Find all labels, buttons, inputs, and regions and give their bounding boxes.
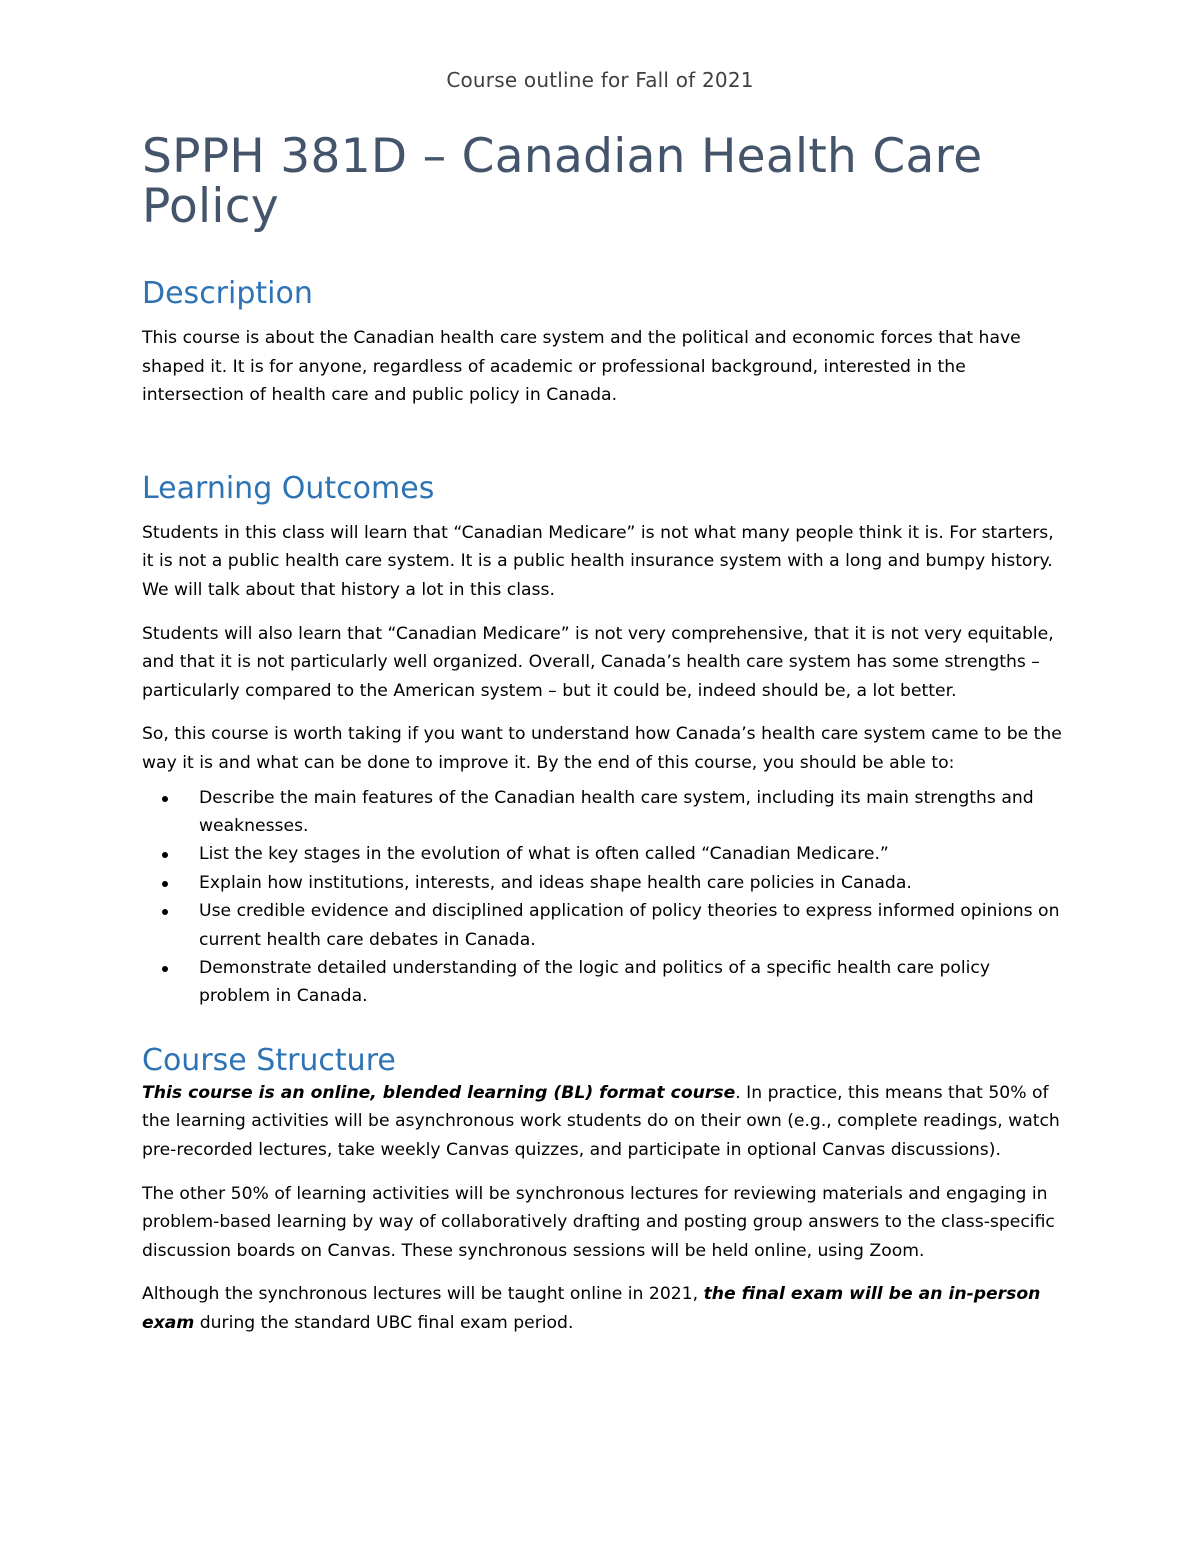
- outcomes-paragraph: Students will also learn that “Canadian Medicare” is not very comprehensive, that it is not very equitable, and that it is not particularly well organized. Overall, Canada’s health care system has some strengths – particularly compared to the American system – but it could be, indeed should be, a lot better.: [142, 623, 1054, 701]
- list-item-text: Use credible evidence and disciplined application of policy theories to express informed opinions on current health care debates in Canada.: [199, 901, 1060, 950]
- structure-text: Although the synchronous lectures will be taught online in 2021,: [142, 1284, 704, 1305]
- description-text: This course is about the Canadian health care system and the political and economic forces that have shaped it. It is for anyone, regardless of academic or professional background, interested in the intersection of health care and public policy in Canada.: [142, 328, 1021, 406]
- structure-text: during the standard UBC final exam period.: [194, 1312, 574, 1333]
- list-item-text: Explain how institutions, interests, and ideas shape health care policies in Canada.: [199, 872, 912, 893]
- course-structure-heading: Course Structure: [142, 1042, 396, 1078]
- outcomes-list: [142, 784, 1062, 1011]
- list-item-text: Demonstrate detailed understanding of the logic and politics of a specific health care policy problem in Canada.: [199, 957, 991, 1007]
- document-title: SPPH 381D – Canadian Health Care Policy: [142, 129, 983, 234]
- description-heading: Description: [142, 276, 313, 311]
- structure-paragraph: The other 50% of learning activities will be synchronous lectures for reviewing materials and engaging in problem-based learning by way of collaboratively drafting and posting group answers to the class-specific discussion boards on Canvas. These synchronous sessions will be held online, using Zoom.: [142, 1183, 1055, 1261]
- bullet-icon: [162, 852, 168, 858]
- list-item: [142, 869, 1062, 897]
- structure-emphasis: the final exam will be an in-person exam: [142, 1284, 1041, 1333]
- structure-paragraph: [142, 1280, 1062, 1337]
- list-item-text: List the key stages in the evolution of what is often called “Canadian Medicare.”: [199, 844, 889, 865]
- document-body: [142, 129, 1062, 1353]
- list-item-text: Describe the main features of the Canadian health care system, including its main strengths and weaknesses.: [199, 787, 1034, 836]
- learning-outcomes-section: [142, 471, 1062, 1011]
- bullet-icon: [162, 796, 168, 802]
- structure-paragraph: [142, 1079, 1062, 1165]
- outcomes-paragraph: Students in this class will learn that “Canadian Medicare” is not what many people think it is. For starters, it is not a public health care system. It is a public health insurance system with a long and bumpy history. We will talk about that history a lot in this class.: [142, 522, 1054, 600]
- structure-text: . In practice, this means that 50% of the learning activities will be asynchronous work students do on their own (e.g., complete readings, watch pre-recorded lectures, take weekly Canvas quizzes, and participate in optional Canvas discussions).: [142, 1082, 1060, 1160]
- structure-emphasis: This course is an online, blended learning (BL) format course: [142, 1082, 736, 1103]
- bullet-icon: [162, 909, 168, 915]
- page-header: Course outline for Fall of 2021: [446, 68, 754, 92]
- spacer: [142, 425, 1062, 471]
- list-item: [142, 954, 1062, 1011]
- outcomes-paragraph: So, this course is worth taking if you want to understand how Canada’s health care system came to be the way it is and what can be done to improve it. By the end of this course, you should be able to:: [142, 724, 1062, 773]
- bullet-icon: [162, 966, 168, 972]
- list-item: [142, 840, 1062, 868]
- list-item: [142, 784, 1062, 841]
- course-structure-section: [142, 1043, 1062, 1338]
- bullet-icon: [162, 881, 168, 887]
- list-item: [142, 897, 1062, 954]
- description-section: [142, 276, 1062, 410]
- learning-outcomes-heading: Learning Outcomes: [142, 470, 435, 506]
